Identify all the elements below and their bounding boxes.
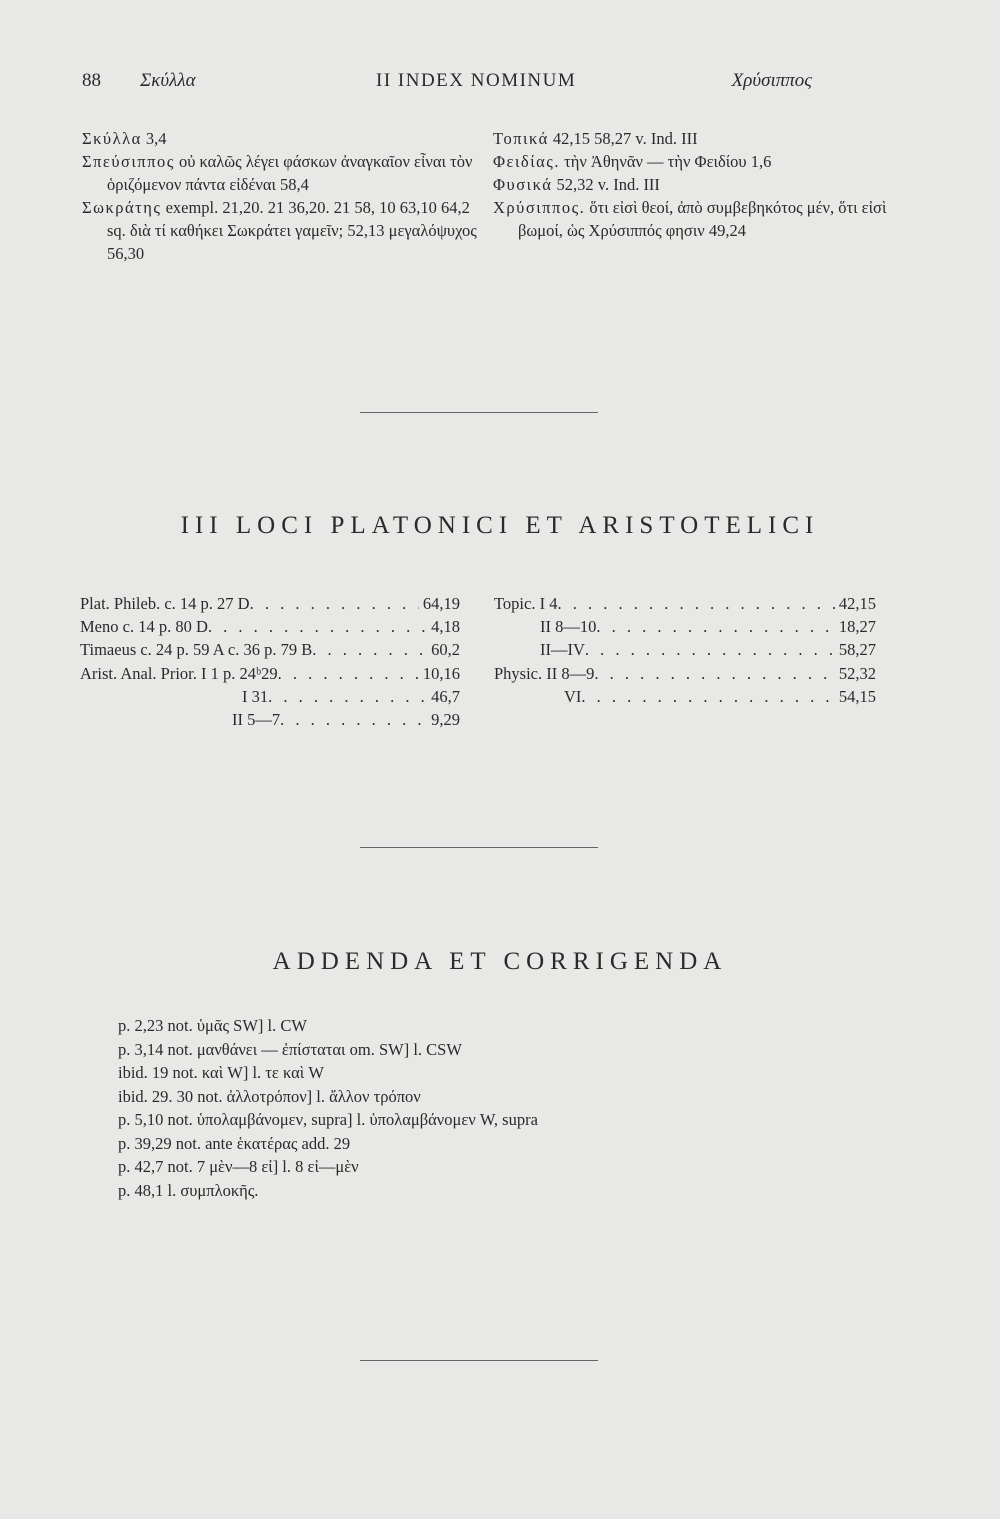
index-entry: Σωκράτης exempl. 21,20. 21 36,20. 21 58, 10 63,10 64,2 sq. διὰ τί καθήκει Σωκράτει γαμεῖν; 52,13 μεγαλόψυχος 56,30 <box>82 198 477 263</box>
dot-leader <box>557 592 834 615</box>
locus-entry <box>494 662 876 685</box>
addenda-entry: p. 48,1 l. συμπλοκῆς. <box>118 1180 259 1200</box>
dot-leader <box>594 662 835 685</box>
locus-reference: Plat. Phileb. c. 14 p. 27 D <box>80 594 250 613</box>
header-title: II INDEX NOMINUM <box>376 70 577 91</box>
header-last-entry: Χρύσιππος <box>731 70 812 91</box>
locus-page-line: 46,7 <box>431 686 460 706</box>
loci-section-title: III LOCI PLATONICI ET ARISTOTELICI <box>180 512 820 539</box>
index-entry: Σπεύσιππος οὐ καλῶς λέγει φάσκων ἀναγκαῖον εἶναι τὸν ὁριζόμενον πάντα εἰδέναι 58,4 <box>82 152 473 194</box>
locus-entry <box>494 685 876 708</box>
locus-page-line: 64,19 <box>422 594 460 613</box>
locus-entry <box>80 685 460 708</box>
locus-reference: Meno c. 14 p. 80 D <box>80 617 208 637</box>
addenda-entry: p. 39,29 not. ante ἑκατέρας add. 29 <box>118 1133 351 1153</box>
index-entry: Σκύλλα 3,4 <box>82 129 167 148</box>
section-divider <box>360 847 598 848</box>
dot-leader <box>581 685 834 708</box>
locus-entry <box>494 615 876 638</box>
locus-entry <box>80 592 460 615</box>
locus-reference: VI <box>564 686 582 706</box>
locus-entry <box>80 638 460 661</box>
locus-page-line: 10,16 <box>422 663 460 683</box>
addenda-list <box>118 1014 838 1202</box>
dot-leader <box>278 662 419 685</box>
addenda-entry: p. 5,10 not. ὑπολαμβάνομεν, supra] l. ὑπολαμβάνομεν W, supra <box>118 1110 538 1129</box>
locus-page-line: 9,29 <box>431 710 460 730</box>
locus-page-line: 60,2 <box>431 640 460 660</box>
addenda-entry: p. 2,23 not. ὑμᾶς SW] l. CW <box>118 1016 307 1035</box>
index-entry: Φυσικά 52,32 v. Ind. III <box>493 175 660 194</box>
locus-page-line: 52,32 <box>838 663 876 683</box>
index-column-right <box>493 127 913 242</box>
page-number: 88 <box>82 70 101 91</box>
addenda-section-title: ADDENDA ET CORRIGENDA <box>272 948 728 975</box>
locus-reference: Physic. II 8—9 <box>494 663 595 683</box>
section-divider <box>360 412 598 413</box>
index-entry: Χρύσιππος. ὅτι εἰσὶ θεοί, ἀπὸ συμβεβηκότος μέν, ὅτι εἰσὶ βωμοί, ὡς Χρύσιππός φησιν 49,24 <box>493 198 887 240</box>
addenda-entry: ibid. 19 not. καὶ W] l. τε καὶ W <box>118 1063 324 1082</box>
dot-leader <box>208 615 427 638</box>
loci-list-left <box>80 592 460 731</box>
locus-entry <box>494 592 876 615</box>
locus-page-line: 58,27 <box>838 640 876 660</box>
header-first-entry: Σκύλλα <box>140 70 196 91</box>
locus-reference: I 31 <box>242 686 269 706</box>
addenda-entry: p. 3,14 not. μανθάνει — ἐπίσταται om. SW] l. CSW <box>118 1039 462 1059</box>
addenda-entry: ibid. 29. 30 not. ἀλλοτρόπον] l. ἄλλον τρόπον <box>118 1086 421 1106</box>
locus-reference: II—IV <box>540 640 585 660</box>
locus-page-line: 4,18 <box>431 617 460 637</box>
index-entry: Τοπικά 42,15 58,27 v. Ind. III <box>493 129 698 148</box>
dot-leader <box>585 638 835 661</box>
index-column-left <box>82 127 477 265</box>
section-divider <box>360 1360 598 1361</box>
locus-reference: Timaeus c. 24 p. 59 A c. 36 p. 79 B <box>80 640 313 660</box>
dot-leader <box>312 638 427 661</box>
locus-entry <box>80 708 460 731</box>
running-header <box>82 70 812 100</box>
addenda-entry: p. 42,7 not. 7 μὲν—8 εἰ] l. 8 εἰ—μὲν <box>118 1157 359 1176</box>
locus-entry <box>80 662 460 685</box>
locus-reference: Arist. Anal. Prior. I 1 p. 24ᵇ29 <box>80 663 278 683</box>
locus-reference: Topic. I 4 <box>494 594 558 613</box>
dot-leader <box>280 708 427 731</box>
locus-entry <box>80 615 460 638</box>
locus-page-line: 42,15 <box>838 594 876 613</box>
locus-page-line: 18,27 <box>838 617 876 637</box>
loci-list-right <box>494 592 876 708</box>
locus-reference: II 8—10 <box>540 617 597 637</box>
dot-leader <box>268 685 427 708</box>
dot-leader <box>250 592 419 615</box>
index-entry: Φειδίας. τὴν Ἀθηνᾶν — τὴν Φειδίου 1,6 <box>493 152 772 171</box>
locus-entry <box>494 638 876 661</box>
dot-leader <box>596 615 835 638</box>
locus-reference: II 5—7 <box>232 710 281 730</box>
locus-page-line: 54,15 <box>838 686 876 706</box>
